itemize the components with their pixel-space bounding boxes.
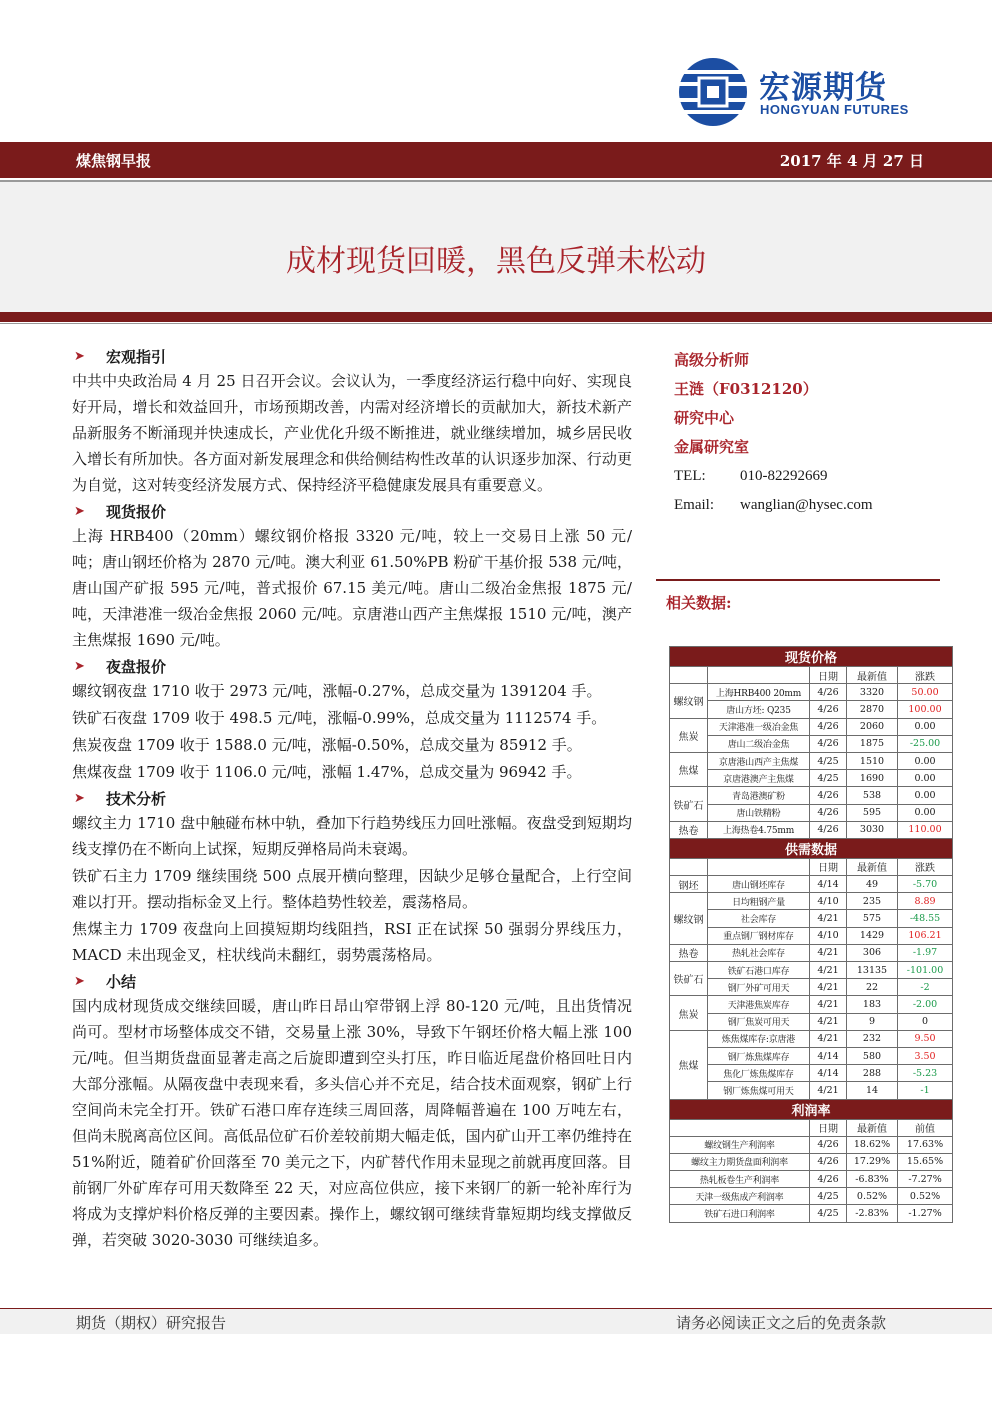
row-change: -5.70 (898, 876, 953, 893)
row-value: 2870 (847, 701, 898, 718)
row-value: 1429 (847, 927, 898, 944)
section-paragraph: 焦煤夜盘 1709 收于 1106.0 元/吨，涨幅 1.47%，总成交量为 96942 手。 (72, 763, 582, 781)
row-value: 18.62% (847, 1136, 898, 1153)
row-item: 焦化厂炼焦煤库存 (708, 1065, 810, 1082)
group-label: 热卷 (670, 821, 708, 838)
col-header: 最新值 (847, 858, 898, 875)
row-change: 106.21 (898, 927, 953, 944)
row-prev: 0.52% (898, 1188, 953, 1205)
table-row (670, 1082, 953, 1099)
row-change: -25.00 (898, 735, 953, 752)
table-row (670, 770, 953, 787)
row-value: 49 (847, 876, 898, 893)
table-row (670, 684, 953, 701)
group-label: 螺纹钢 (670, 684, 708, 718)
row-value: 17.29% (847, 1153, 898, 1170)
section-paragraph: 上海 HRB400（20mm）螺纹钢价格报 3320 元/吨，较上一交易日上涨 50 元/吨；唐山钢坯价格为 2870 元/吨。澳大利亚 61.50%PB 粉矿干基价报 538 元/吨，唐山国产矿报 595 元/吨，普式报价 67.15 美元/吨。唐山二级冶金焦报 1875 元/吨，天津港准一级冶金焦报 2060 元/吨。京唐港山西产主焦煤报 1510 元/吨，澳产主焦煤报 1690 元/吨。 (72, 527, 632, 649)
table-row (670, 893, 953, 910)
row-date: 4/21 (810, 979, 847, 996)
analyst-name: 王涟（F0312120） (674, 380, 818, 398)
section-paragraph: 螺纹钢夜盘 1710 收于 2973 元/吨，涨幅-0.27%，总成交量为 1391204 手。 (72, 682, 602, 700)
row-item: 螺纹钢生产利润率 (670, 1136, 810, 1153)
row-change: 100.00 (898, 701, 953, 718)
row-change: 0.00 (898, 752, 953, 769)
analyst-tel (674, 462, 944, 491)
section-paragraph: 焦煤主力 1709 夜盘向上回摸短期均线阻挡，RSI 正在试探 50 强弱分界线压力，MACD 未出现金叉，柱状线尚未翻红，弱势震荡格局。 (72, 920, 632, 964)
email-label: Email: (674, 497, 714, 513)
row-date: 4/26 (810, 821, 847, 838)
row-change: -101.00 (898, 962, 953, 979)
table-row (670, 996, 953, 1013)
company-logo (677, 56, 927, 130)
table-row (670, 804, 953, 821)
row-date: 4/26 (810, 735, 847, 752)
brand-name-cn: 宏源期货 (759, 70, 887, 106)
row-change: 0.00 (898, 804, 953, 821)
row-item: 钢厂炼焦煤可用天 (708, 1082, 810, 1099)
section-night (72, 654, 632, 785)
brand-name-en: HONGYUAN FUTURES (760, 102, 909, 117)
arrow-icon: ➤ (74, 973, 85, 989)
row-change: 0.00 (898, 718, 953, 735)
row-item: 唐山方坯: Q235 (708, 701, 810, 718)
arrow-icon: ➤ (74, 503, 85, 519)
row-item: 热轧社会库存 (708, 944, 810, 961)
row-change: 0.00 (898, 787, 953, 804)
table-header-row (670, 667, 953, 684)
row-date: 4/10 (810, 893, 847, 910)
row-date: 4/10 (810, 927, 847, 944)
row-value: 1875 (847, 735, 898, 752)
related-data-table (669, 646, 953, 1223)
page-footer (0, 1308, 992, 1334)
row-value: 232 (847, 1030, 898, 1047)
table-band-title: 供需数据 (670, 838, 953, 858)
col-header: 日期 (810, 667, 847, 684)
table-row (670, 1013, 953, 1030)
row-value: 306 (847, 944, 898, 961)
row-value: 1690 (847, 770, 898, 787)
row-value: 575 (847, 910, 898, 927)
row-value: 0.52% (847, 1188, 898, 1205)
row-date: 4/21 (810, 1030, 847, 1047)
section-heading: 现货报价 (106, 502, 167, 521)
table-row (670, 1205, 953, 1222)
sidebar-divider (656, 579, 940, 581)
row-date: 4/21 (810, 1013, 847, 1030)
table-row (670, 927, 953, 944)
table-band-profit (670, 1099, 953, 1119)
table-row (670, 701, 953, 718)
section-heading: 夜盘报价 (106, 657, 167, 676)
table-band-spot (670, 647, 953, 667)
group-label: 焦炭 (670, 996, 708, 1030)
row-item: 日均粗钢产量 (708, 893, 810, 910)
row-change: -48.55 (898, 910, 953, 927)
section-summary (72, 969, 632, 1253)
table-row (670, 735, 953, 752)
row-date: 4/26 (810, 804, 847, 821)
title-rule (0, 312, 992, 322)
row-date: 4/21 (810, 962, 847, 979)
table-row (670, 1136, 953, 1153)
row-change: 0 (898, 1013, 953, 1030)
table-band-supply (670, 838, 953, 858)
section-technical (72, 786, 632, 968)
row-item: 天津一级焦成产利润率 (670, 1188, 810, 1205)
row-value: 235 (847, 893, 898, 910)
group-label: 焦煤 (670, 1030, 708, 1099)
row-item: 炼焦煤库存:京唐港 (708, 1030, 810, 1047)
row-date: 4/21 (810, 996, 847, 1013)
table-row (670, 962, 953, 979)
row-item: 螺纹主力期货盘面利润率 (670, 1153, 810, 1170)
row-change: 8.89 (898, 893, 953, 910)
footer-report-type: 期货（期权）研究报告 (76, 1314, 227, 1332)
group-label: 螺纹钢 (670, 893, 708, 945)
row-value: 9 (847, 1013, 898, 1030)
group-label: 焦煤 (670, 752, 708, 786)
row-item: 重点钢厂钢材库存 (708, 927, 810, 944)
section-heading: 宏观指引 (106, 347, 167, 366)
group-label: 铁矿石 (670, 962, 708, 996)
row-value: 22 (847, 979, 898, 996)
row-prev: 17.63% (898, 1136, 953, 1153)
hongyuan-logo-icon (677, 56, 749, 128)
row-value: 14 (847, 1082, 898, 1099)
group-label: 热卷 (670, 944, 708, 961)
row-prev: 15.65% (898, 1153, 953, 1170)
table-row (670, 1030, 953, 1047)
table-header-row (670, 858, 953, 875)
email-link[interactable]: wanglian@hysec.com (740, 497, 873, 513)
row-value: 595 (847, 804, 898, 821)
row-item: 上海热卷4.75mm (708, 821, 810, 838)
row-value: -6.83% (847, 1171, 898, 1188)
row-item: 钢厂焦炭可用天 (708, 1013, 810, 1030)
table-row (670, 979, 953, 996)
tel-value: 010-82292669 (740, 468, 828, 484)
group-label: 钢坯 (670, 876, 708, 893)
row-change: -1 (898, 1082, 953, 1099)
section-macro (72, 344, 632, 498)
row-value: 2060 (847, 718, 898, 735)
row-item: 唐山铁精粉 (708, 804, 810, 821)
report-type: 煤焦钢早报 (76, 152, 152, 170)
table-row (670, 787, 953, 804)
row-change: 0.00 (898, 770, 953, 787)
row-date: 4/25 (810, 752, 847, 769)
row-change: -2 (898, 979, 953, 996)
row-date: 4/26 (810, 1136, 847, 1153)
row-change: -5.23 (898, 1065, 953, 1082)
header-band (0, 142, 992, 178)
row-change: 3.50 (898, 1047, 953, 1064)
section-paragraph: 中共中央政治局 4 月 25 日召开会议。会议认为，一季度经济运行稳中向好、实现良好开局，增长和效益回升，市场预期改善，内需对经济增长的贡献加大，新技术新产品新服务不断涌现并快速成长，产业优化升级不断推进，就业继续增加，城乡居民收入增长有所加快。各方面对新发展理念和供给侧结构性改革的认识逐步加深、行动更为自觉，这对转变经济发展方式、保持经济平稳健康发展具有重要意义。 (72, 372, 632, 494)
table-row (670, 876, 953, 893)
row-change: 110.00 (898, 821, 953, 838)
analyst-info (674, 346, 944, 520)
row-item: 天津港焦炭库存 (708, 996, 810, 1013)
row-prev: -1.27% (898, 1205, 953, 1222)
row-item: 铁矿石港口库存 (708, 962, 810, 979)
table-row (670, 944, 953, 961)
row-date: 4/26 (810, 701, 847, 718)
row-value: 183 (847, 996, 898, 1013)
section-paragraph: 铁矿石主力 1709 继续围绕 500 点展开横向整理，因缺少足够仓量配合，上行空间难以打开。摆动指标金叉上行。整体趋势性较差，震荡格局。 (72, 867, 632, 911)
row-value: 13135 (847, 962, 898, 979)
row-item: 热轧板卷生产利润率 (670, 1171, 810, 1188)
row-date: 4/25 (810, 1205, 847, 1222)
row-item: 唐山钢坯库存 (708, 876, 810, 893)
col-header: 日期 (810, 858, 847, 875)
row-date: 4/21 (810, 944, 847, 961)
table-row (670, 821, 953, 838)
group-label: 铁矿石 (670, 787, 708, 821)
row-change: -1.97 (898, 944, 953, 961)
table-row (670, 910, 953, 927)
section-spot (72, 499, 632, 653)
row-change: -2.00 (898, 996, 953, 1013)
page-title: 成材现货回暖，黑色反弹未松动 (286, 244, 706, 279)
row-date: 4/21 (810, 910, 847, 927)
row-date: 4/26 (810, 787, 847, 804)
col-header: 涨跌 (898, 858, 953, 875)
group-label: 焦炭 (670, 718, 708, 752)
row-value: 1510 (847, 752, 898, 769)
row-item: 钢厂炼焦煤库存 (708, 1047, 810, 1064)
row-item: 唐山二级冶金焦 (708, 735, 810, 752)
arrow-icon: ➤ (74, 658, 85, 674)
row-value: 538 (847, 787, 898, 804)
table-row (670, 1065, 953, 1082)
table-band-title: 现货价格 (670, 647, 953, 667)
row-date: 4/26 (810, 1153, 847, 1170)
row-change: 9.50 (898, 1030, 953, 1047)
row-value: 288 (847, 1065, 898, 1082)
related-data-label: 相关数据: (666, 594, 732, 612)
row-item: 社会库存 (708, 910, 810, 927)
section-paragraph: 螺纹主力 1710 盘中触碰布林中轨，叠加下行趋势线压力回吐涨幅。夜盘受到短期均线支撑仍在不断向上试探，短期反弹格局尚未衰竭。 (72, 814, 632, 858)
row-change: 50.00 (898, 684, 953, 701)
row-prev: -7.27% (898, 1171, 953, 1188)
arrow-icon: ➤ (74, 790, 85, 806)
analyst-email (674, 491, 944, 520)
row-value: 3030 (847, 821, 898, 838)
col-header: 最新值 (847, 1119, 898, 1136)
table-row (670, 1188, 953, 1205)
footer-disclaimer-link[interactable]: 请务必阅读正文之后的免责条款 (675, 1314, 886, 1332)
analyst-subdept: 金属研究室 (674, 438, 750, 456)
row-value: 580 (847, 1047, 898, 1064)
row-item: 京唐港山西产主焦煤 (708, 752, 810, 769)
table-row (670, 718, 953, 735)
table-row (670, 1171, 953, 1188)
analyst-dept: 研究中心 (674, 409, 735, 427)
title-rule-thin (0, 323, 992, 324)
analyst-role: 高级分析师 (674, 351, 750, 369)
row-item: 钢厂外矿可用天 (708, 979, 810, 996)
row-date: 4/14 (810, 1065, 847, 1082)
col-header: 日期 (810, 1119, 847, 1136)
row-date: 4/25 (810, 770, 847, 787)
col-header: 前值 (898, 1119, 953, 1136)
row-value: 3320 (847, 684, 898, 701)
col-header: 最新值 (847, 667, 898, 684)
section-paragraph: 焦炭夜盘 1709 收于 1588.0 元/吨，涨幅-0.50%，总成交量为 85912 手。 (72, 736, 582, 754)
row-value: -2.83% (847, 1205, 898, 1222)
table-band-title: 利润率 (670, 1099, 953, 1119)
table-row (670, 1153, 953, 1170)
row-date: 4/21 (810, 1082, 847, 1099)
row-item: 青岛港澳矿粉 (708, 787, 810, 804)
main-content (72, 344, 632, 1254)
row-date: 4/26 (810, 718, 847, 735)
row-date: 4/26 (810, 684, 847, 701)
table-row (670, 1047, 953, 1064)
row-item: 上海HRB400 20mm (708, 684, 810, 701)
col-header: 涨跌 (898, 667, 953, 684)
table-header-row (670, 1119, 953, 1136)
row-date: 4/26 (810, 1171, 847, 1188)
row-date: 4/25 (810, 1188, 847, 1205)
section-paragraph: 铁矿石夜盘 1709 收于 498.5 元/吨，涨幅-0.99%，总成交量为 1112574 手。 (72, 709, 607, 727)
section-paragraph: 国内成材现货成交继续回暖，唐山昨日昂山窄带钢上浮 80-120 元/吨，且出货情况尚可。型材市场整体成交不错，交易量上涨 30%，导致下午钢坯价格大幅上涨 100 元/吨。但当期货盘面显著走高之后旋即遭到空头打压，昨日临近尾盘价格回吐日内大部分涨幅。从隔夜盘中表现来看，多头信心并不充足，结合技术面观察，钢矿上行空间尚未完全打开。铁矿石港口库存连续三周回落，周降幅普遍在 100 万吨左右，但尚未脱离高位区间。高低品位矿石价差较前期大幅走低，国内矿山开工率仍维持在 51%附近，随着矿价回落至 70 美元之下，内矿替代作用未显现之前就再度回落。目前钢厂外矿库存可用天数降至 22 天，对应高位供应，接下来钢厂的新一轮补库行为将成为支撑炉料价格反弹的主要因素。操作上，螺纹钢可继续背靠短期均线支撑做反弹，若突破 3020-3030 可继续追多。 (72, 997, 632, 1249)
row-item: 京唐港澳产主焦煤 (708, 770, 810, 787)
report-date: 2017 年 4 月 27 日 (779, 152, 924, 170)
table-row (670, 752, 953, 769)
row-date: 4/14 (810, 1047, 847, 1064)
section-heading: 技术分析 (106, 789, 167, 808)
section-heading: 小结 (106, 972, 137, 991)
row-item: 天津港准一级冶金焦 (708, 718, 810, 735)
tel-label: TEL: (674, 468, 706, 484)
row-item: 铁矿石进口利润率 (670, 1205, 810, 1222)
row-date: 4/14 (810, 876, 847, 893)
arrow-icon: ➤ (74, 348, 85, 364)
